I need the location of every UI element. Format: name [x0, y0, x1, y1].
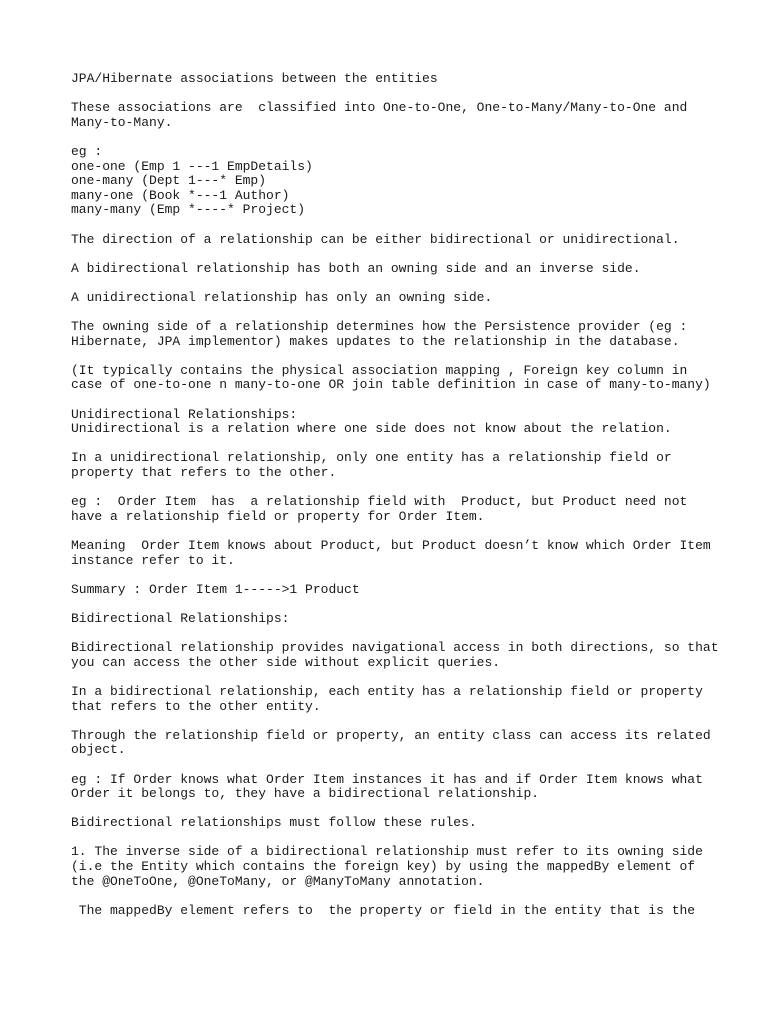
- doc-section-bidirectional: Bidirectional Relationships:: [71, 610, 290, 626]
- doc-paragraph: A unidirectional relationship has only an owning side.: [71, 289, 493, 305]
- doc-paragraph: Meaning Order Item knows about Product, but Product doesn’t know which Order Item instance refer to it.: [71, 538, 711, 568]
- doc-rule-1: 1. The inverse side of a bidirectional relationship must refer to its owning side (i.e the Entity which contains the foreign key) by using the mappedBy element of the @OneToOne, @OneToMany, or @ManyToMany annotation.: [71, 844, 703, 889]
- doc-paragraph: In a bidirectional relationship, each entity has a relationship field or property that refers to the other entity.: [71, 683, 703, 714]
- doc-paragraph: The direction of a relationship can be either bidirectional or unidirectional.: [71, 231, 680, 247]
- document-page: [71, 72, 731, 933]
- doc-title: JPA/Hibernate associations between the entities: [71, 71, 438, 86]
- doc-paragraph: eg : Order Item has a relationship field with Product, but Product need not have a relationship field or property for Order Item.: [71, 494, 688, 524]
- doc-paragraph: The owning side of a relationship determines how the Persistence provider (eg : Hibernate, JPA implementor) makes updates to the relationship in the database.: [71, 319, 688, 349]
- doc-paragraph: These associations are classified into One-to-One, One-to-Many/Many-to-One and Many-to-Many.: [71, 100, 688, 130]
- doc-example-block: eg : one-one (Emp 1 ---1 EmpDetails) one-many (Dept 1---* Emp) many-one (Book *---1 Author) many-many (Emp *----* Project): [71, 143, 313, 218]
- doc-paragraph: (It typically contains the physical association mapping , Foreign key column in case of one-to-one n many-to-one OR join table definition in case of many-to-many): [71, 362, 711, 393]
- doc-paragraph: The mappedBy element refers to the property or field in the entity that is the: [71, 902, 696, 918]
- doc-paragraph: eg : If Order knows what Order Item instances it has and if Order Item knows what Order it belongs to, they have a bidirectional relationship.: [71, 771, 703, 802]
- doc-section-unidirectional: Unidirectional Relationships: Unidirectional is a relation where one side does not know about the relation.: [71, 406, 672, 437]
- doc-paragraph: A bidirectional relationship has both an owning side and an inverse side.: [71, 260, 641, 276]
- doc-paragraph: Bidirectional relationship provides navigational access in both directions, so that you can access the other side without explicit queries.: [71, 640, 719, 670]
- doc-summary: Summary : Order Item 1----->1 Product: [71, 581, 360, 597]
- doc-rules-heading: Bidirectional relationships must follow these rules.: [71, 815, 477, 831]
- doc-paragraph: In a unidirectional relationship, only one entity has a relationship field or property that refers to the other.: [71, 450, 672, 481]
- doc-paragraph: Through the relationship field or property, an entity class can access its related object.: [71, 727, 711, 758]
